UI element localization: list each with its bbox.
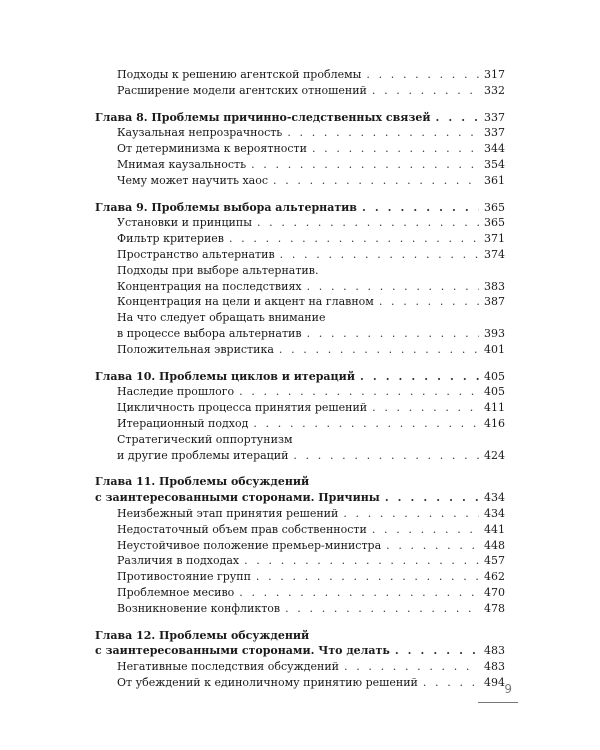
toc-entry-page: 405 bbox=[484, 385, 505, 399]
toc-entry-page: 405 bbox=[484, 369, 505, 383]
toc-entry-label: Стратегический оппортунизм bbox=[117, 432, 293, 446]
toc-entry-page: 317 bbox=[484, 68, 505, 81]
toc-section-entry bbox=[95, 506, 505, 522]
toc-entry-label: Возникновение конфликтов bbox=[117, 601, 281, 615]
dot-leader bbox=[307, 279, 479, 295]
toc-section-entry bbox=[95, 279, 505, 295]
toc-section-entry bbox=[95, 585, 505, 601]
toc-entry-page: 387 bbox=[484, 295, 505, 309]
toc-entry-label: От убеждений к единоличному принятию решений bbox=[117, 675, 418, 689]
toc-entry-page: 416 bbox=[484, 416, 505, 430]
dot-leader bbox=[293, 448, 479, 464]
toc-entry-page: 434 bbox=[484, 491, 505, 505]
toc-entry-page: 361 bbox=[484, 173, 505, 187]
section-gap bbox=[95, 358, 505, 369]
toc-entry-page: 365 bbox=[484, 200, 505, 214]
toc-entry-page: 478 bbox=[484, 601, 505, 615]
dot-leader bbox=[239, 384, 479, 400]
toc-entry-label: Фильтр критериев bbox=[117, 232, 224, 246]
toc-section-entry bbox=[95, 83, 505, 99]
toc-chapter-entry bbox=[95, 628, 505, 644]
toc-section-entry bbox=[95, 263, 505, 279]
page-number: 9 bbox=[504, 682, 512, 696]
dot-leader bbox=[279, 342, 479, 358]
toc-section-entry bbox=[95, 448, 505, 464]
toc-chapter-entry bbox=[95, 110, 505, 126]
toc-entry-label: Негативные последствия обсуждений bbox=[117, 660, 339, 674]
toc-entry-label: с заинтересованными сторонами. Причины bbox=[95, 491, 380, 505]
dot-leader bbox=[395, 643, 479, 659]
toc-entry-page: 411 bbox=[484, 401, 505, 415]
toc-entry-page: 483 bbox=[484, 644, 505, 658]
dot-leader bbox=[253, 416, 479, 432]
toc-entry-label: Проблемное месиво bbox=[117, 585, 235, 599]
toc-entry-label: Каузальная непрозрачность bbox=[117, 126, 283, 140]
dot-leader bbox=[280, 247, 479, 263]
section-gap bbox=[95, 617, 505, 628]
toc-chapter-entry bbox=[95, 490, 505, 506]
table-of-contents bbox=[95, 67, 505, 691]
dot-leader bbox=[372, 400, 479, 416]
toc-section-entry bbox=[95, 538, 505, 554]
toc-entry-label: На что следует обращать внимание bbox=[117, 311, 326, 325]
toc-section-entry bbox=[95, 141, 505, 157]
dot-leader bbox=[366, 67, 479, 83]
toc-entry-label: Глава 11. Проблемы обсуждений bbox=[95, 475, 310, 489]
toc-section-entry bbox=[95, 675, 505, 691]
toc-section-entry bbox=[95, 553, 505, 569]
toc-chapter-entry bbox=[95, 643, 505, 659]
toc-section-entry bbox=[95, 522, 505, 538]
toc-chapter-entry bbox=[95, 474, 505, 490]
toc-entry-label: Концентрация на последствиях bbox=[117, 279, 302, 293]
dot-leader bbox=[343, 506, 479, 522]
toc-section-entry bbox=[95, 215, 505, 231]
toc-entry-page: 448 bbox=[484, 538, 505, 552]
toc-chapter-entry bbox=[95, 200, 505, 216]
toc-entry-page: 441 bbox=[484, 522, 505, 536]
toc-section-entry bbox=[95, 247, 505, 263]
toc-entry-page: 371 bbox=[484, 232, 505, 246]
dot-leader bbox=[372, 83, 479, 99]
toc-entry-label: Глава 10. Проблемы циклов и итераций bbox=[95, 369, 355, 383]
footer-rule bbox=[478, 702, 518, 703]
toc-section-entry bbox=[95, 601, 505, 617]
toc-entry-page: 483 bbox=[484, 660, 505, 674]
toc-section-entry bbox=[95, 231, 505, 247]
toc-entry-page: 354 bbox=[484, 157, 505, 171]
toc-section-entry bbox=[95, 157, 505, 173]
toc-section-entry bbox=[95, 384, 505, 400]
toc-section-entry bbox=[95, 432, 505, 448]
toc-entry-label: Цикличность процесса принятия решений bbox=[117, 401, 368, 415]
toc-entry-page: 434 bbox=[484, 506, 505, 520]
toc-entry-label: Итерационный подход bbox=[117, 416, 249, 430]
dot-leader bbox=[312, 141, 479, 157]
dot-leader bbox=[285, 601, 479, 617]
toc-section-entry bbox=[95, 416, 505, 432]
toc-entry-label: Подходы к решению агентской проблемы bbox=[117, 68, 362, 81]
toc-entry-page: 365 bbox=[484, 216, 505, 230]
toc-entry-label: Глава 9. Проблемы выбора альтернатив bbox=[95, 200, 357, 214]
toc-entry-label: Неизбежный этап принятия решений bbox=[117, 506, 339, 520]
toc-entry-label: Положительная эвристика bbox=[117, 342, 274, 356]
toc-section-entry bbox=[95, 310, 505, 326]
toc-chapter-entry bbox=[95, 369, 505, 385]
toc-entry-label: Наследие прошлого bbox=[117, 385, 235, 399]
dot-leader bbox=[385, 490, 479, 506]
toc-section-entry bbox=[95, 67, 505, 83]
dot-leader bbox=[360, 369, 479, 385]
dot-leader bbox=[362, 200, 479, 216]
toc-section-entry bbox=[95, 569, 505, 585]
toc-section-entry bbox=[95, 326, 505, 342]
toc-entry-page: 383 bbox=[484, 279, 505, 293]
toc-entry-label: Неустойчивое положение премьер-министра bbox=[117, 538, 382, 552]
dot-leader bbox=[287, 125, 479, 141]
dot-leader bbox=[436, 110, 479, 126]
toc-entry-label: Концентрация на цели и акцент на главном bbox=[117, 295, 374, 309]
toc-entry-label: и другие проблемы итераций bbox=[117, 448, 289, 462]
toc-entry-page: 424 bbox=[484, 448, 505, 462]
toc-entry-label: Недостаточный объем прав собственности bbox=[117, 522, 367, 536]
toc-entry-page: 494 bbox=[484, 675, 505, 689]
toc-section-entry bbox=[95, 659, 505, 675]
dot-leader bbox=[379, 294, 479, 310]
dot-leader bbox=[386, 538, 479, 554]
toc-entry-label: От детерминизма к вероятности bbox=[117, 142, 307, 156]
dot-leader bbox=[423, 675, 479, 691]
toc-section-entry bbox=[95, 173, 505, 189]
toc-entry-page: 393 bbox=[484, 326, 505, 340]
dot-leader bbox=[229, 231, 479, 247]
toc-entry-label: Пространство альтернатив bbox=[117, 247, 275, 261]
toc-entry-label: с заинтересованными сторонами. Что делать bbox=[95, 644, 390, 658]
dot-leader bbox=[372, 522, 479, 538]
toc-section-entry bbox=[95, 342, 505, 358]
toc-entry-label: Глава 8. Проблемы причинно-следственных связей bbox=[95, 110, 431, 124]
toc-entry-page: 470 bbox=[484, 585, 505, 599]
toc-entry-label: Чему может научить хаос bbox=[117, 173, 269, 187]
toc-section-entry bbox=[95, 125, 505, 141]
dot-leader bbox=[244, 553, 479, 569]
toc-entry-page: 337 bbox=[484, 110, 505, 124]
toc-entry-page: 337 bbox=[484, 126, 505, 140]
toc-entry-page: 457 bbox=[484, 554, 505, 568]
dot-leader bbox=[251, 157, 479, 173]
dot-leader bbox=[239, 585, 479, 601]
dot-leader bbox=[256, 569, 479, 585]
toc-entry-page: 374 bbox=[484, 247, 505, 261]
toc-entry-page: 462 bbox=[484, 570, 505, 584]
toc-entry-label: Мнимая каузальность bbox=[117, 157, 247, 171]
section-gap bbox=[95, 463, 505, 474]
section-gap bbox=[95, 189, 505, 200]
toc-entry-label: Глава 12. Проблемы обсуждений bbox=[95, 628, 310, 642]
toc-entry-page: 332 bbox=[484, 83, 505, 97]
dot-leader bbox=[344, 659, 479, 675]
toc-entry-page: 344 bbox=[484, 142, 505, 156]
toc-entry-label: Различия в подходах bbox=[117, 554, 240, 568]
dot-leader bbox=[257, 215, 479, 231]
toc-entry-label: Противостояние групп bbox=[117, 570, 251, 584]
toc-section-entry bbox=[95, 294, 505, 310]
page-footer bbox=[478, 682, 528, 703]
toc-section-entry bbox=[95, 400, 505, 416]
toc-entry-label: Расширение модели агентских отношений bbox=[117, 83, 367, 97]
dot-leader bbox=[307, 326, 479, 342]
toc-entry-label: Установки и принципы bbox=[117, 216, 252, 230]
toc-entry-label: Подходы при выборе альтернатив. bbox=[117, 263, 319, 277]
dot-leader bbox=[273, 173, 479, 189]
toc-entry-label: в процессе выбора альтернатив bbox=[117, 326, 302, 340]
toc-entry-page: 401 bbox=[484, 342, 505, 356]
section-gap bbox=[95, 99, 505, 110]
